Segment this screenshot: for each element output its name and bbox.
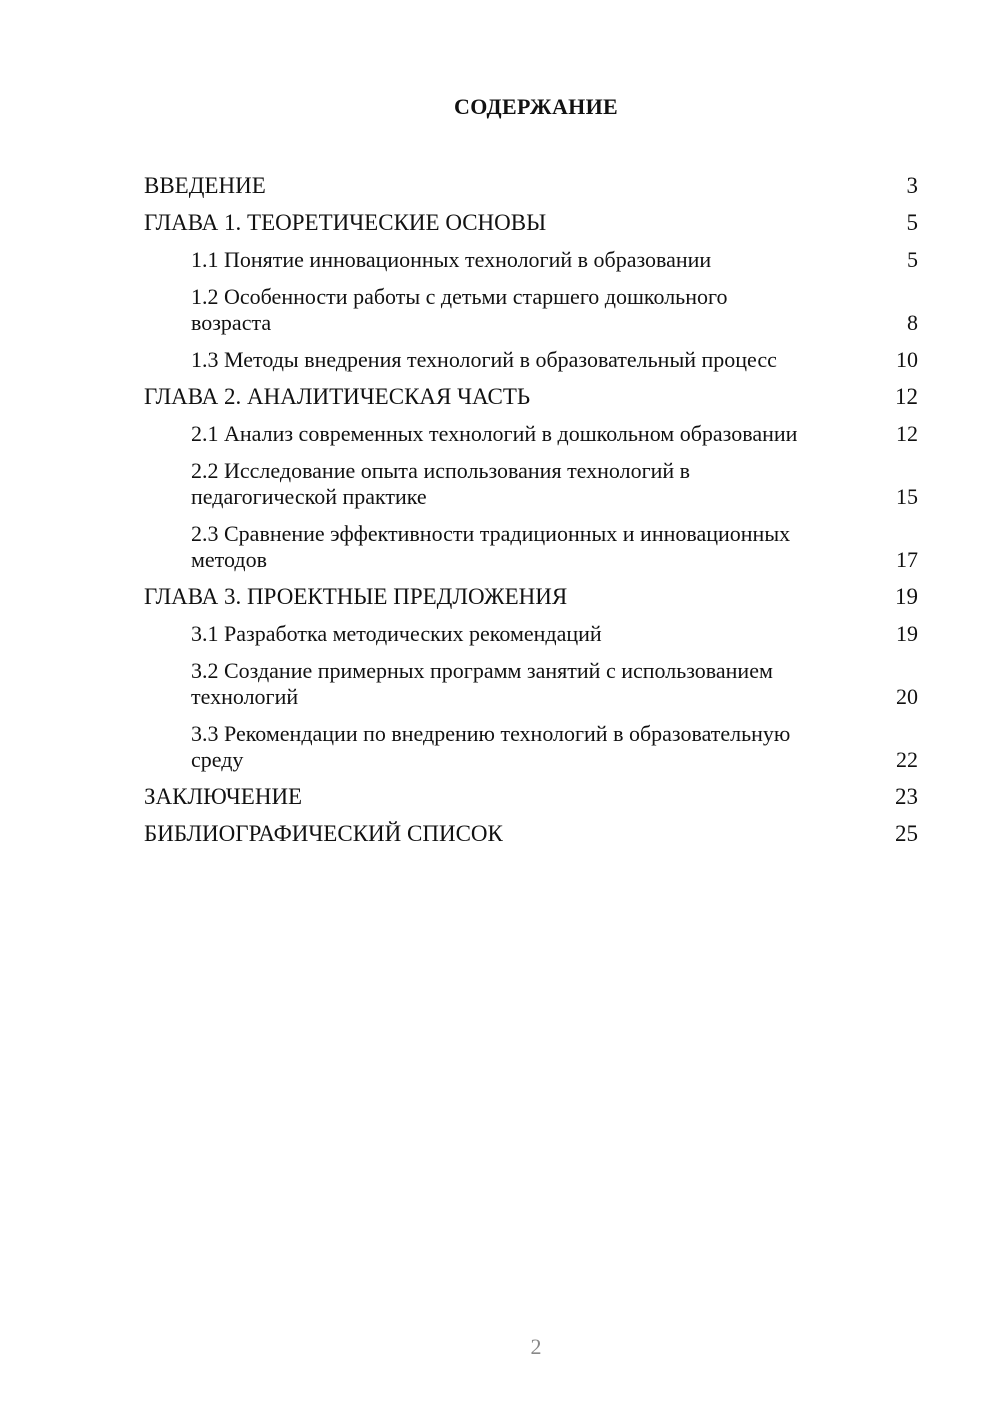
- toc-entry-page: 12: [895, 384, 918, 409]
- toc-entry-text: 1.1 Понятие инновационных технологий в образовании: [191, 247, 712, 272]
- toc-entry-text: 2.2 Исследование опыта использования технологий в педагогической практике: [191, 458, 691, 509]
- toc-entry-page: 17: [896, 547, 918, 572]
- toc-entry-page: 5: [907, 247, 918, 272]
- toc-entry-page: 12: [896, 421, 918, 446]
- toc-entry-section-2-2: [144, 453, 918, 516]
- toc-entry-page: 23: [895, 784, 918, 809]
- toc-entry-section-3-3: [144, 716, 918, 779]
- toc-entry-section-2-3: [144, 516, 918, 579]
- toc-entry-bibliography: [144, 816, 918, 853]
- toc-entry-text: 1.3 Методы внедрения технологий в образовательный процесс: [191, 347, 777, 372]
- toc-entry-introduction: [144, 168, 918, 205]
- toc-entry-text: ЗАКЛЮЧЕНИЕ: [144, 784, 303, 809]
- toc-entry-chapter-1: [144, 205, 918, 242]
- toc-entry-text: 3.3 Рекомендации по внедрению технологий в образовательную среду: [191, 721, 791, 772]
- toc-entry-conclusion: [144, 779, 918, 816]
- toc-entry-chapter-2: [144, 379, 918, 416]
- toc-entry-page: 3: [906, 173, 918, 198]
- toc-entry-page: 25: [895, 821, 918, 846]
- toc-entry-text: 3.2 Создание примерных программ занятий с использованием технологий: [191, 658, 773, 709]
- toc-entry-text: ГЛАВА 3. ПРОЕКТНЫЕ ПРЕДЛОЖЕНИЯ: [144, 584, 568, 609]
- toc-entry-text: ГЛАВА 2. АНАЛИТИЧЕСКАЯ ЧАСТЬ: [144, 384, 531, 409]
- toc-entry-section-1-2: [144, 279, 918, 342]
- page-number: 2: [530, 1334, 542, 1359]
- toc-entry-text: ВВЕДЕНИЕ: [144, 173, 266, 198]
- toc-entry-text: 1.2 Особенности работы с детьми старшего дошкольного возраста: [191, 284, 728, 335]
- toc-entry-section-1-3: [144, 342, 918, 379]
- table-of-contents: [144, 168, 918, 853]
- toc-entry-section-3-1: [144, 616, 918, 653]
- toc-entry-page: 10: [896, 347, 918, 372]
- toc-entry-section-3-2: [144, 653, 918, 716]
- toc-entry-text: 2.3 Сравнение эффективности традиционных и инновационных методов: [191, 521, 791, 572]
- toc-entry-page: 15: [896, 484, 918, 509]
- toc-entry-page: 5: [906, 210, 918, 235]
- toc-entry-chapter-3: [144, 579, 918, 616]
- toc-entry-page: 8: [907, 310, 918, 335]
- toc-entry-page: 20: [896, 684, 918, 709]
- toc-entry-section-2-1: [144, 416, 918, 453]
- toc-entry-text: 2.1 Анализ современных технологий в дошкольном образовании: [191, 421, 798, 446]
- page-title: СОДЕРЖАНИЕ: [454, 94, 618, 119]
- toc-entry-text: ГЛАВА 1. ТЕОРЕТИЧЕСКИЕ ОСНОВЫ: [144, 210, 547, 235]
- toc-entry-text: БИБЛИОГРАФИЧЕСКИЙ СПИСОК: [144, 821, 503, 846]
- toc-entry-text: 3.1 Разработка методических рекомендаций: [191, 621, 602, 646]
- toc-entry-page: 22: [896, 747, 918, 772]
- toc-entry-section-1-1: [144, 242, 918, 279]
- toc-entry-page: 19: [895, 584, 918, 609]
- toc-entry-page: 19: [896, 621, 918, 646]
